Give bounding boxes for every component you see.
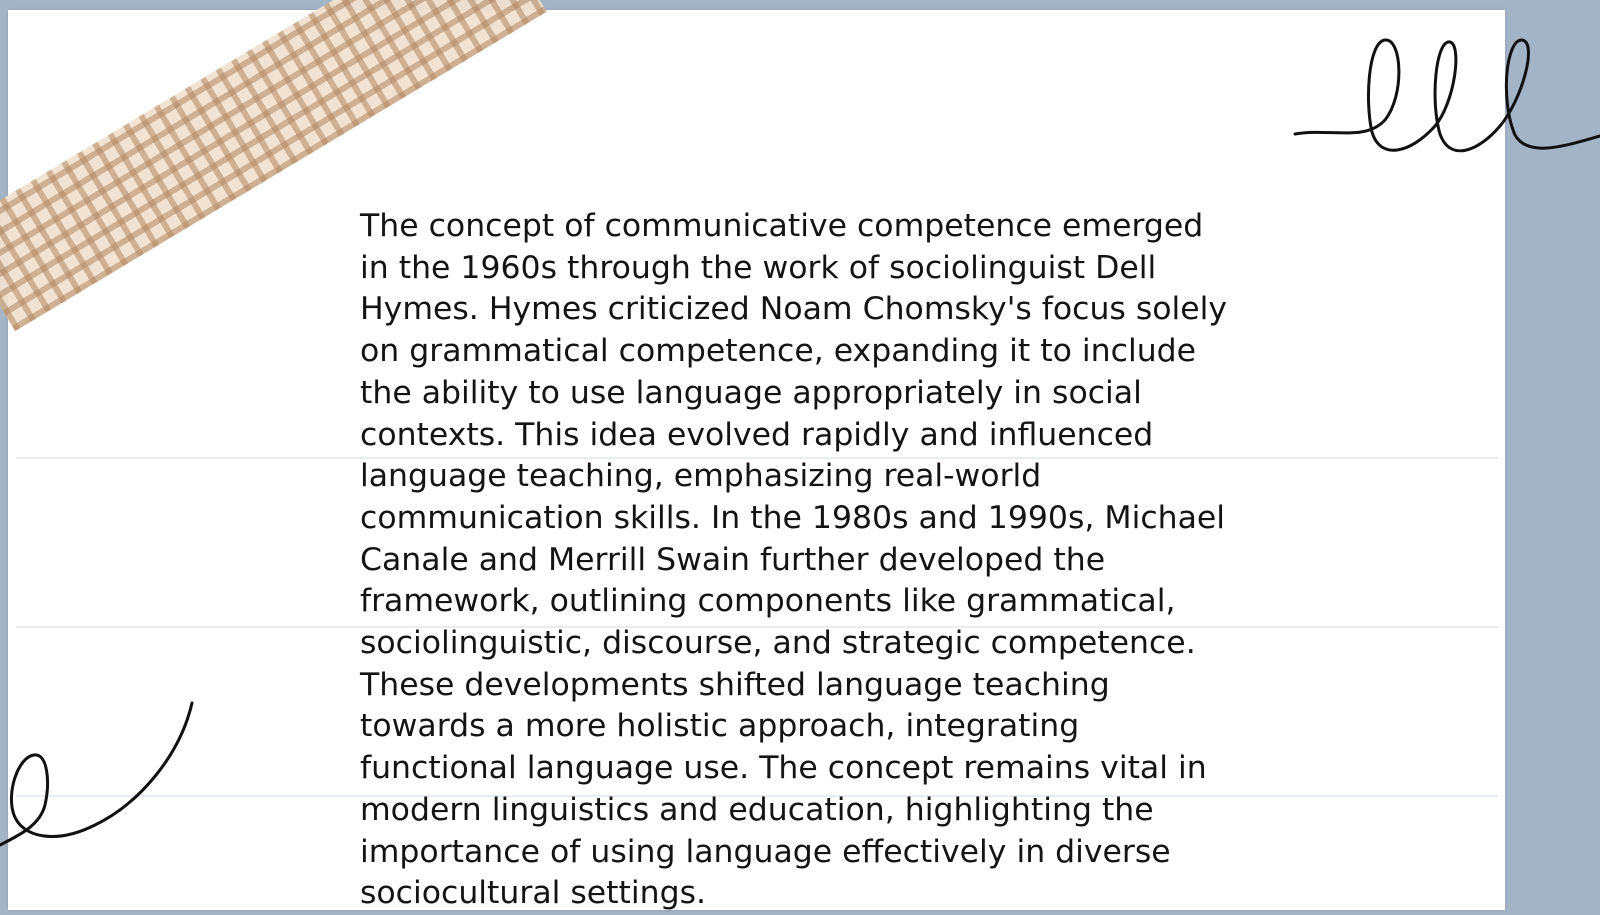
body-paragraph: The concept of communicative competence emerged in the 1960s through the work of sociolinguist Dell Hymes. Hymes criticized Noam Chomsky's focus solely on grammatical competence, expanding it to include the ability to use language appropriately in social contexts. This idea evolved rapidly and influenced language teaching, emphasizing real-world communication skills. In the 1980s and 1990s, Michael Canale and Merrill Swain further developed the framework, outlining components like grammatical, sociolinguistic, discourse, and strategic competence. These developments shifted language teaching towards a more holistic approach, integrating functional language use. The concept remains vital in modern linguistics and education, highlighting the importance of using language effectively in diverse sociocultural settings. [360, 208, 1228, 912]
loop-squiggle-top-right [1290, 30, 1600, 170]
loop-squiggle-bottom-left [0, 695, 200, 855]
